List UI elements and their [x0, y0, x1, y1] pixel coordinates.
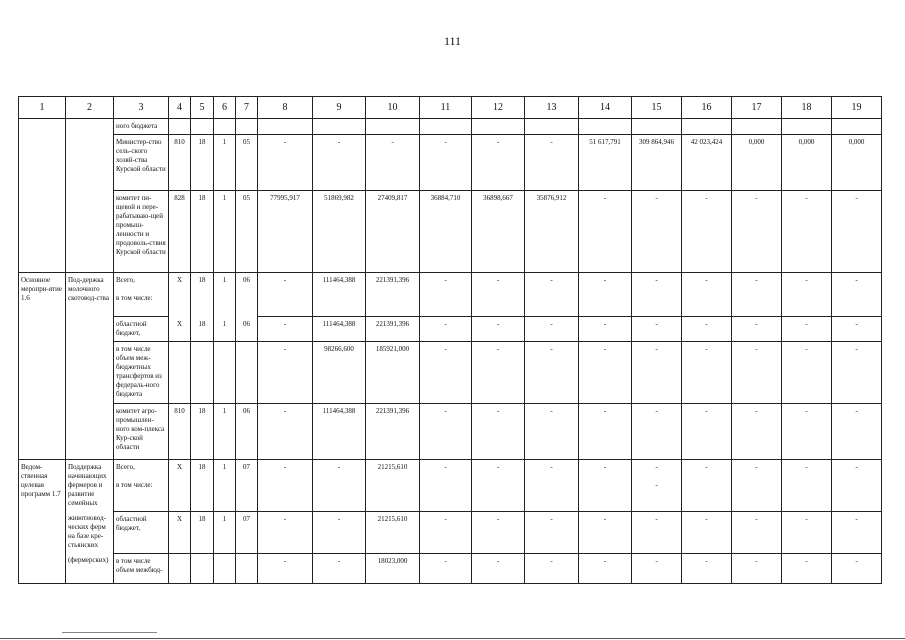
cell-col-13: - [525, 511, 579, 553]
cell-col-17: - [732, 404, 782, 460]
header-col-14: 14 [579, 97, 632, 119]
cell-col-11: - [420, 342, 472, 404]
cell-col-6: 1 [214, 191, 236, 273]
cell-col-11: - [420, 511, 472, 553]
cell-col-9: 111464,388 [313, 404, 366, 460]
cell-col-6: 1 [214, 460, 236, 512]
cell-col-18: - [782, 460, 832, 512]
cell-col-1 [19, 135, 66, 191]
cell-col-4: 810 [169, 404, 191, 460]
cell-col-10: 221391,396 [366, 404, 420, 460]
cell-col-11: - [420, 273, 472, 317]
cell-col-11: 36884,710 [420, 191, 472, 273]
cell-col-4: 828 [169, 191, 191, 273]
cell-col-3: в том числе объем межбюд- [114, 553, 169, 583]
cell-col-4: 810 [169, 135, 191, 191]
cell-col-11: - [420, 460, 472, 512]
header-col-16: 16 [682, 97, 732, 119]
cell-col-19: - [832, 191, 882, 273]
cell-col-10: 18023,000 [366, 553, 420, 583]
cell-col-8: - [258, 553, 313, 583]
header-col-13: 13 [525, 97, 579, 119]
cell-col-12: - [472, 273, 525, 317]
cell-col-9 [313, 119, 366, 135]
cell-col-3: областной бюджет, [114, 317, 169, 342]
cell-col-13: - [525, 404, 579, 460]
cell-col-11 [420, 119, 472, 135]
cell-col-15: - [632, 553, 682, 583]
cell-col-5: 18 [191, 404, 214, 460]
cell-col-13: - [525, 342, 579, 404]
cell-col-5: 18 [191, 317, 214, 342]
cell-col-14: - [579, 317, 632, 342]
cell-col-17: - [732, 317, 782, 342]
cell-col-18: - [782, 404, 832, 460]
cell-col-3: в том числе объем меж-бюджетных трансфертов из федераль-ного бюджета [114, 342, 169, 404]
cell-col-16: - [682, 273, 732, 317]
header-col-15: 15 [632, 97, 682, 119]
header-col-7: 7 [236, 97, 258, 119]
cell-col-15: - - [632, 460, 682, 512]
cell-col-12: - [472, 511, 525, 553]
table-row [19, 553, 882, 583]
cell-col-3: Министер-ство сель-ского хозяй-ства Курской области [114, 135, 169, 191]
cell-col-14: 51 617,791 [579, 135, 632, 191]
cell-col-9: - [313, 553, 366, 583]
cell-col-12: - [472, 317, 525, 342]
cell-col-2 [66, 404, 114, 460]
cell-col-9: - [313, 135, 366, 191]
cell-col-15: - [632, 404, 682, 460]
cell-col-1 [19, 404, 66, 460]
cell-col-15: - [632, 191, 682, 273]
cell-col-4 [169, 553, 191, 583]
cell-col-13: - [525, 553, 579, 583]
cell-col-14: - [579, 511, 632, 553]
cell-col-7 [236, 119, 258, 135]
cell-col-14 [579, 119, 632, 135]
cell-col-5: 18 [191, 135, 214, 191]
cell-col-3: Всего, в том числе: [114, 273, 169, 317]
cell-col-12: - [472, 460, 525, 512]
cell-col-8: - [258, 511, 313, 553]
cell-col-1 [19, 191, 66, 273]
cell-col-7: 05 [236, 135, 258, 191]
cell-col-7: 06 [236, 273, 258, 317]
cell-col-6: 1 [214, 404, 236, 460]
cell-col-7: 07 [236, 460, 258, 512]
cell-col-7 [236, 342, 258, 404]
cell-col-12: - [472, 404, 525, 460]
cell-col-1 [19, 342, 66, 404]
cell-col-1: Ведом-ственная целевая программ 1.7 [19, 460, 66, 512]
cell-col-16: - [682, 317, 732, 342]
cell-col-11: - [420, 317, 472, 342]
cell-col-11: - [420, 553, 472, 583]
header-col-6: 6 [214, 97, 236, 119]
cell-col-12: 36898,667 [472, 191, 525, 273]
table-row [19, 119, 882, 135]
cell-col-18: - [782, 342, 832, 404]
cell-col-4: X [169, 273, 191, 317]
cell-col-13: - [525, 460, 579, 512]
cell-col-3: комитет пи-щевой и пере-рабатываю-щей промыш-ленности и продоволь-ствия Курской области [114, 191, 169, 273]
budget-table [18, 96, 882, 584]
cell-col-17: - [732, 553, 782, 583]
cell-col-14: - [579, 273, 632, 317]
table-row [19, 342, 882, 404]
cell-col-19: - [832, 317, 882, 342]
cell-col-3: Всего, в том числе: [114, 460, 169, 512]
cell-col-2: животновод-ческих ферм на базе кре-стьянских [66, 511, 114, 553]
cell-col-3: ного бюджета [114, 119, 169, 135]
cell-col-19 [832, 119, 882, 135]
header-col-9: 9 [313, 97, 366, 119]
cell-col-7: 06 [236, 404, 258, 460]
cell-col-18: - [782, 191, 832, 273]
cell-col-3: областной бюджет, [114, 511, 169, 553]
cell-col-2 [66, 342, 114, 404]
cell-col-1: Основное меропри-ятие 1.6 [19, 273, 66, 317]
cell-col-19: - [832, 404, 882, 460]
cell-col-18: - [782, 273, 832, 317]
cell-col-10: 27409,817 [366, 191, 420, 273]
cell-col-18: - [782, 317, 832, 342]
cell-col-7 [236, 553, 258, 583]
cell-col-2 [66, 191, 114, 273]
cell-col-18: 0,000 [782, 135, 832, 191]
cell-col-18: - [782, 511, 832, 553]
cell-col-6: 1 [214, 317, 236, 342]
cell-col-15: - [632, 317, 682, 342]
cell-col-8: - [258, 342, 313, 404]
cell-col-8: 77995,917 [258, 191, 313, 273]
header-col-4: 4 [169, 97, 191, 119]
cell-col-13: - [525, 273, 579, 317]
header-col-8: 8 [258, 97, 313, 119]
cell-col-18: - [782, 553, 832, 583]
cell-col-2: Под-держка молочного скотовод-ства [66, 273, 114, 317]
cell-col-17 [732, 119, 782, 135]
cell-col-4: X [169, 317, 191, 342]
table-row [19, 135, 882, 191]
table-row [19, 460, 882, 512]
cell-col-5: 18 [191, 460, 214, 512]
cell-col-7: 05 [236, 191, 258, 273]
cell-col-8: - [258, 317, 313, 342]
page-edge-line [0, 638, 905, 639]
cell-col-6: 1 [214, 511, 236, 553]
cell-col-8: - [258, 273, 313, 317]
cell-col-9: 111464,388 [313, 273, 366, 317]
cell-col-1 [19, 317, 66, 342]
cell-col-6 [214, 553, 236, 583]
cell-col-15: - [632, 273, 682, 317]
cell-col-16: - [682, 191, 732, 273]
cell-col-19: - [832, 460, 882, 512]
cell-col-15 [632, 119, 682, 135]
cell-col-13: - [525, 135, 579, 191]
cell-col-5 [191, 119, 214, 135]
header-col-2: 2 [66, 97, 114, 119]
cell-col-12: - [472, 135, 525, 191]
cell-col-10: 221391,396 [366, 273, 420, 317]
cell-col-14: - [579, 191, 632, 273]
cell-col-19: - [832, 511, 882, 553]
cell-col-9: 51869,982 [313, 191, 366, 273]
cell-col-3: комитет агро-промышлен-ного ком-плекса Кур-ской области [114, 404, 169, 460]
cell-col-10 [366, 119, 420, 135]
cell-col-16: - [682, 460, 732, 512]
cell-col-4: X [169, 511, 191, 553]
header-col-17: 17 [732, 97, 782, 119]
cell-col-11: - [420, 404, 472, 460]
cell-col-2 [66, 317, 114, 342]
header-col-5: 5 [191, 97, 214, 119]
cell-col-1 [19, 511, 66, 553]
cell-col-16: - [682, 404, 732, 460]
table-row [19, 191, 882, 273]
header-col-11: 11 [420, 97, 472, 119]
cell-col-5: 18 [191, 191, 214, 273]
header-col-10: 10 [366, 97, 420, 119]
cell-col-2: Поддержка начинающих фермеров и развитие семейных [66, 460, 114, 512]
table-row [19, 511, 882, 553]
cell-col-7: 07 [236, 511, 258, 553]
cell-col-16: - [682, 553, 732, 583]
cell-col-6 [214, 342, 236, 404]
cell-col-10: - [366, 135, 420, 191]
cell-col-12: - [472, 342, 525, 404]
scan-mark [62, 632, 157, 633]
cell-col-19: 0,000 [832, 135, 882, 191]
cell-col-14: - [579, 460, 632, 512]
cell-col-10: 185921,000 [366, 342, 420, 404]
table-row [19, 273, 882, 317]
cell-col-9: 98266,600 [313, 342, 366, 404]
cell-col-6: 1 [214, 135, 236, 191]
cell-col-15: - [632, 342, 682, 404]
cell-col-17: 0,000 [732, 135, 782, 191]
cell-col-2 [66, 119, 114, 135]
cell-col-1 [19, 119, 66, 135]
cell-col-17: - [732, 511, 782, 553]
cell-col-14: - [579, 342, 632, 404]
cell-col-17: - [732, 191, 782, 273]
header-col-1: 1 [19, 97, 66, 119]
cell-col-9: 111464,388 [313, 317, 366, 342]
cell-col-16: - [682, 342, 732, 404]
cell-col-17: - [732, 460, 782, 512]
cell-col-14: - [579, 404, 632, 460]
table-row [19, 317, 882, 342]
cell-col-6: 1 [214, 273, 236, 317]
cell-col-16 [682, 119, 732, 135]
cell-col-15: - [632, 511, 682, 553]
header-col-3: 3 [114, 97, 169, 119]
cell-col-8: - [258, 404, 313, 460]
cell-col-9: - [313, 511, 366, 553]
header-col-19: 19 [832, 97, 882, 119]
cell-col-10: 21215,610 [366, 460, 420, 512]
cell-col-10: 21215,610 [366, 511, 420, 553]
cell-col-6 [214, 119, 236, 135]
cell-col-12 [472, 119, 525, 135]
cell-col-5 [191, 342, 214, 404]
cell-col-8: - [258, 135, 313, 191]
cell-col-13: - [525, 317, 579, 342]
cell-col-12: - [472, 553, 525, 583]
table-body [19, 119, 882, 584]
cell-col-19: - [832, 342, 882, 404]
cell-col-5: 18 [191, 273, 214, 317]
cell-col-4: X [169, 460, 191, 512]
cell-col-5: 18 [191, 511, 214, 553]
cell-col-17: - [732, 273, 782, 317]
cell-col-1 [19, 553, 66, 583]
cell-col-8: - [258, 460, 313, 512]
cell-col-8 [258, 119, 313, 135]
header-col-12: 12 [472, 97, 525, 119]
cell-col-16: - [682, 511, 732, 553]
cell-col-14: - [579, 553, 632, 583]
cell-col-19: - [832, 273, 882, 317]
cell-col-2: (фермерских) [66, 553, 114, 583]
cell-col-2 [66, 135, 114, 191]
cell-col-11: - [420, 135, 472, 191]
cell-col-13 [525, 119, 579, 135]
cell-col-9: - [313, 460, 366, 512]
cell-col-4 [169, 342, 191, 404]
cell-col-17: - [732, 342, 782, 404]
cell-col-5 [191, 553, 214, 583]
cell-col-18 [782, 119, 832, 135]
cell-col-13: 35876,912 [525, 191, 579, 273]
cell-col-15: 309 864,946 [632, 135, 682, 191]
cell-col-7: 06 [236, 317, 258, 342]
header-row [19, 97, 882, 119]
cell-col-16: 42 023,424 [682, 135, 732, 191]
cell-col-19: - [832, 553, 882, 583]
cell-col-4 [169, 119, 191, 135]
page-number: 111 [443, 34, 462, 48]
header-col-18: 18 [782, 97, 832, 119]
cell-col-10: 221391,396 [366, 317, 420, 342]
table-row [19, 404, 882, 460]
